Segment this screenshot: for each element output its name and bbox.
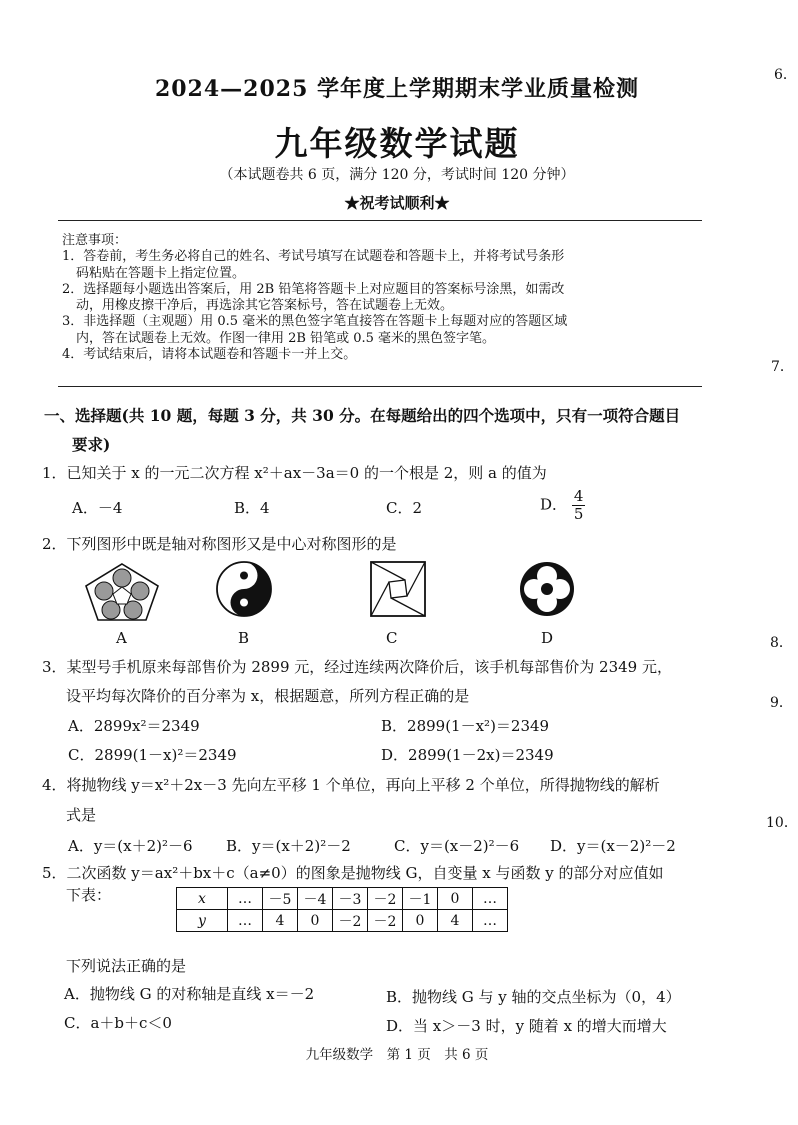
- notes-heading: 注意事项：: [62, 233, 128, 248]
- q1-option-c: C．2: [386, 499, 423, 517]
- margin-question-number: 9．: [770, 695, 793, 711]
- exam-title-main: 九年级数学试题: [274, 124, 520, 163]
- table-cell: －1: [403, 888, 438, 910]
- table-cell: 0: [403, 910, 438, 932]
- question-3-stem-cont: 设平均每次降价的百分率为 x，根据题意，所列方程正确的是: [66, 687, 470, 705]
- q3-option-a: A．2899x²＝2349: [68, 717, 200, 735]
- q2-label-d: D: [541, 629, 554, 647]
- margin-question-number: 10．: [766, 815, 798, 831]
- table-cell: x: [177, 888, 228, 910]
- q4-option-b: B．y＝(x＋2)²－2: [226, 837, 351, 855]
- margin-question-number: 7．: [771, 359, 794, 375]
- table-row-y: [177, 910, 508, 932]
- question-3-stem: 3．某型号手机原来每部售价为 2899 元，经过连续两次降价后，该手机每部售价为 2349 元，: [42, 658, 672, 676]
- question-4-stem: 4．将抛物线 y＝x²＋2x－3 先向左平移 1 个单位，再向上平移 2 个单位，所得抛物线的解析: [42, 776, 660, 794]
- section-heading: 一、选择题(共 10 题，每题 3 分，共 30 分。在每题给出的四个选项中，只有一项符合题目: [44, 406, 681, 425]
- divider-top: [58, 220, 702, 221]
- q2-figure-a-pentagon-flower: [82, 561, 162, 623]
- q2-label-b: B: [238, 629, 250, 647]
- q4-option-c: C．y＝(x－2)²－6: [394, 837, 520, 855]
- q3-option-d: D．2899(1－2x)＝2349: [381, 746, 554, 764]
- table-cell: …: [473, 910, 508, 932]
- q4-option-a: A．y＝(x＋2)²－6: [68, 837, 193, 855]
- table-cell: －4: [298, 888, 333, 910]
- q2-figure-d-four-petal: [518, 560, 576, 618]
- q3-option-c: C．2899(1－x)²＝2349: [68, 746, 237, 764]
- notes-line: 3．非选择题（主观题）用 0.5 毫米的黑色签字笔直接答在答题卡上每题对应的答题区域: [62, 314, 568, 330]
- notes-line: 动，用橡皮擦干净后，再选涂其它答案标号，答在试题卷上无效。: [76, 298, 454, 314]
- notes-line: 4．考试结束后，请将本试题卷和答题卡一并上交。: [62, 347, 357, 363]
- question-4-stem-cont: 式是: [66, 806, 97, 824]
- margin-question-number: 8．: [770, 635, 793, 651]
- notes-line: 内，答在试题卷上无效。作图一律用 2B 铅笔或 0.5 毫米的黑色签字笔。: [76, 330, 496, 346]
- q3-option-b: B．2899(1－x²)＝2349: [381, 717, 550, 735]
- question-5-stem-cont: 下表：: [66, 886, 112, 904]
- fraction-numerator: 4: [573, 487, 584, 505]
- q2-figure-b-yinyang: [215, 560, 273, 618]
- table-cell: y: [177, 910, 228, 932]
- q5-option-c: C．a＋b＋c＜0: [64, 1014, 172, 1032]
- q1-option-d-fraction: [572, 488, 586, 523]
- q5-value-table: [176, 887, 508, 932]
- q5-option-d: D．当 x＞－3 时，y 随着 x 的增大而增大: [386, 1017, 667, 1035]
- table-cell: 0: [298, 910, 333, 932]
- question-2-stem: 2．下列图形中既是轴对称图形又是中心对称图形的是: [42, 535, 397, 553]
- question-5-stem: 5．二次函数 y＝ax²＋bx＋c（a≠0）的图象是抛物线 G，自变量 x 与函数 y 的部分对应值如: [42, 864, 664, 882]
- table-row-x: [177, 888, 508, 910]
- table-cell: －2: [368, 910, 403, 932]
- section-heading-cont: 要求): [72, 435, 111, 454]
- q1-option-d: [540, 488, 585, 523]
- table-cell: －2: [368, 888, 403, 910]
- q4-option-d: D．y＝(x－2)²－2: [550, 837, 676, 855]
- blessing-text: ★祝考试顺利★: [344, 194, 450, 212]
- table-cell: 0: [438, 888, 473, 910]
- table-cell: －2: [333, 910, 368, 932]
- divider-notes: [58, 386, 702, 387]
- q5-option-a: A．抛物线 G 的对称轴是直线 x＝－2: [64, 985, 315, 1003]
- table-cell: …: [228, 910, 263, 932]
- table-cell: －3: [333, 888, 368, 910]
- q5-option-b: B．抛物线 G 与 y 轴的交点坐标为（0，4）: [386, 988, 681, 1006]
- page-footer: 九年级数学 第 1 页 共 6 页: [305, 1047, 489, 1063]
- notes-line: 码粘贴在答题卡上指定位置。: [76, 265, 246, 281]
- table-cell: …: [473, 888, 508, 910]
- notes-line: 1．答卷前，考生务必将自己的姓名、考试号填写在试题卷和答题卡上，并将考试号条形: [62, 249, 565, 265]
- table-cell: …: [228, 888, 263, 910]
- question-1-stem: 1．已知关于 x 的一元二次方程 x²＋ax－3a＝0 的一个根是 2，则 a 的值为: [42, 464, 547, 482]
- margin-question-number: 6．: [774, 67, 797, 83]
- exam-subtitle: （本试题卷共 6 页，满分 120 分，考试时间 120 分钟）: [219, 167, 575, 183]
- exam-title-line1: 2024—2025 学年度上学期期末学业质量检测: [154, 76, 640, 102]
- notes-line: 2．选择题每小题选出答案后，用 2B 铅笔将答题卡上对应题目的答案标号涂黑，如需改: [62, 281, 565, 297]
- q5-prompt: 下列说法正确的是: [66, 957, 187, 975]
- q1-option-a: A．－4: [72, 499, 123, 517]
- table-cell: 4: [263, 910, 298, 932]
- fraction-denominator: 5: [573, 505, 584, 523]
- q1-option-d-label: D．: [540, 495, 568, 514]
- q2-figure-c-square-pinwheel: [369, 560, 427, 618]
- q1-option-b: B．4: [234, 499, 270, 517]
- table-cell: －5: [263, 888, 298, 910]
- q2-label-a: A: [116, 629, 127, 647]
- table-cell: 4: [438, 910, 473, 932]
- notes-block: [62, 233, 567, 363]
- q2-label-c: C: [386, 629, 398, 647]
